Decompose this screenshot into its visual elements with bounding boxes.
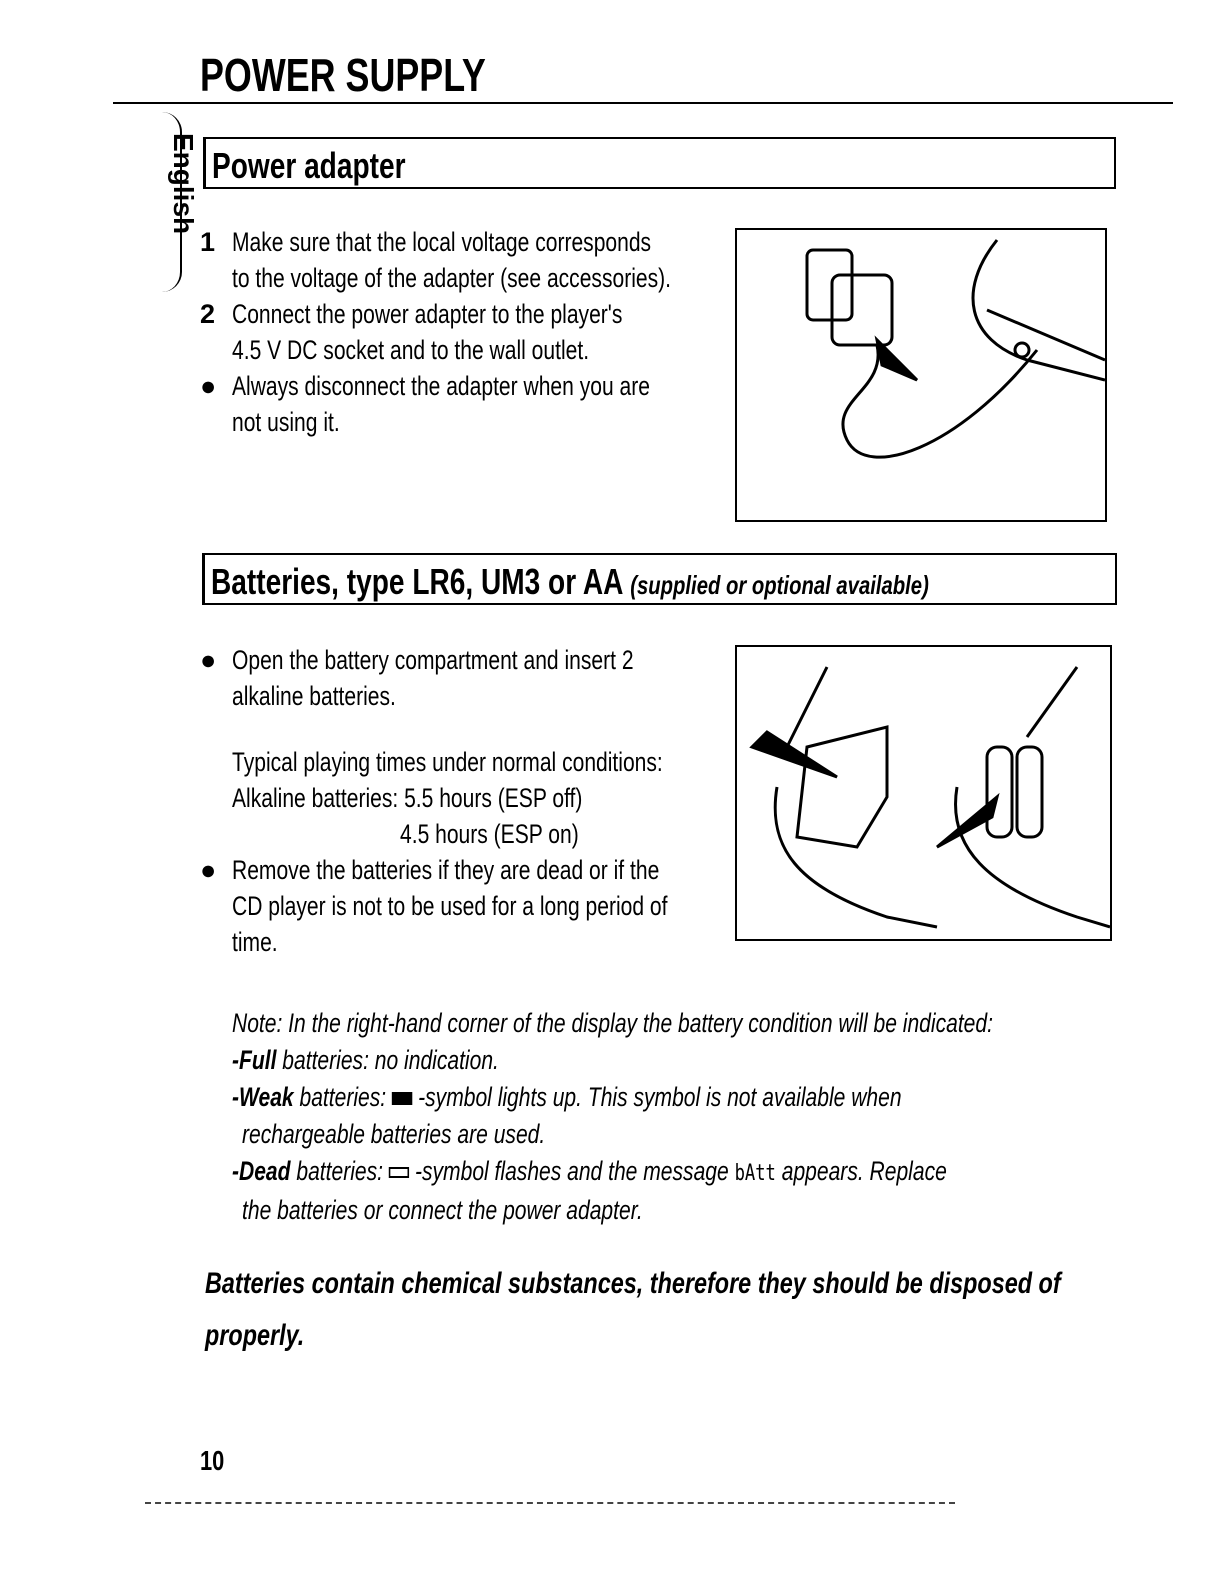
weak-label: -Weak [232, 1082, 294, 1112]
batteries-heading-note: (supplied or optional available) [630, 570, 929, 600]
dead-text-3: appears. Replace [775, 1156, 947, 1186]
bullet-text: CD player is not to be used for a long period of [232, 891, 668, 921]
weak-battery-icon [392, 1092, 412, 1105]
page-number: 10 [200, 1445, 225, 1476]
step-number: 1 [200, 227, 216, 257]
page-title: POWER SUPPLY [200, 49, 486, 101]
bullet-text: Always disconnect the adapter when you are [232, 371, 650, 401]
full-label: -Full [232, 1045, 277, 1075]
weak-text-2: -symbol lights up. This symbol is not available when [412, 1082, 902, 1112]
warning-line: Batteries contain chemical substances, therefore they should be disposed of [205, 1267, 1061, 1300]
disposal-warning [205, 1258, 1225, 1362]
bullet-icon: ● [200, 645, 217, 675]
note-intro: Note: In the right-hand corner of the display the battery condition will be indicated: [232, 1008, 993, 1038]
full-text: batteries: no indication. [276, 1045, 499, 1075]
battery-illustration [735, 645, 1112, 941]
bullet-text: Open the battery compartment and insert 2 [232, 645, 634, 675]
bullet-text: Remove the batteries if they are dead or if the [232, 855, 660, 885]
typical-times: Typical playing times under normal conditions: [232, 747, 663, 777]
step-text: to the voltage of the adapter (see accessories). [232, 263, 672, 293]
warning-line: properly. [205, 1319, 305, 1352]
step-text: Make sure that the local voltage corresponds [232, 227, 652, 257]
weak-text: batteries: [293, 1082, 387, 1112]
batteries-text [200, 642, 790, 960]
bullet-icon: ● [200, 855, 217, 885]
power-adapter-steps [200, 224, 795, 440]
bullet-icon: ● [200, 371, 217, 401]
bullet-text: alkaline batteries. [232, 681, 396, 711]
batteries-heading-box [202, 553, 1117, 605]
language-label: English [168, 133, 199, 235]
step-text: Connect the power adapter to the player's [232, 299, 623, 329]
step-text: 4.5 V DC socket and to the wall outlet. [232, 335, 590, 365]
weak-text-3: rechargeable batteries are used. [242, 1119, 546, 1149]
power-adapter-heading: Power adapter [212, 145, 406, 186]
alkaline-esp-off: Alkaline batteries: 5.5 hours (ESP off) [232, 783, 583, 813]
language-tab [120, 112, 199, 292]
title-rule [113, 102, 1173, 104]
alkaline-esp-on: 4.5 hours (ESP on) [400, 819, 579, 849]
bullet-text: not using it. [232, 407, 340, 437]
dead-text-4: the batteries or connect the power adapter. [242, 1195, 643, 1225]
dead-label: -Dead [232, 1156, 291, 1186]
battery-note [232, 1005, 1208, 1229]
step-number: 2 [200, 299, 216, 329]
empty-battery-icon [389, 1167, 409, 1178]
dead-text: batteries: [290, 1156, 383, 1186]
dead-text-2: -symbol flashes and the message [409, 1156, 735, 1186]
bottom-dashed-line [145, 1502, 955, 1504]
bullet-text: time. [232, 927, 278, 957]
power-adapter-heading-box [203, 137, 1116, 189]
batteries-heading: Batteries, type LR6, UM3 or AA [211, 561, 623, 602]
adapter-illustration [735, 228, 1107, 522]
display-message: bAtt [734, 1161, 776, 1186]
